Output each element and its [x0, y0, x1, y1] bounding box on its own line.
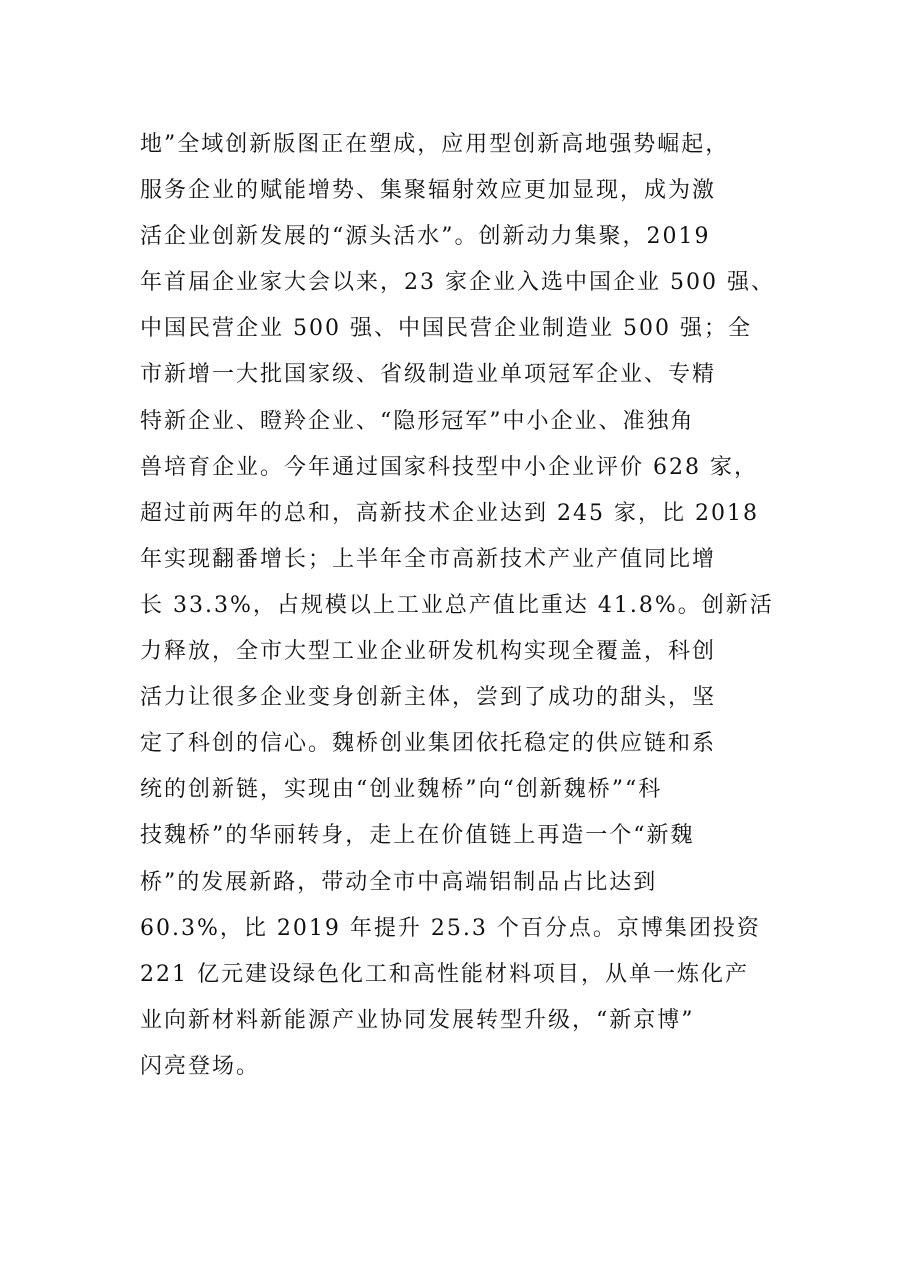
text-line: 统的创新链，实现由“创业魏桥”向“创新魏桥”“科	[140, 777, 663, 803]
text-line: 长 33.3%，占规模以上工业总产值比重达 41.8%。创新活	[140, 592, 774, 618]
text-line: 服务企业的赋能增势、集聚辐射效应更加显现，成为激	[140, 178, 717, 204]
text-line: 60.3%，比 2019 年提升 25.3 个百分点。京博集团投资	[140, 915, 761, 941]
text-line: 业向新材料新能源产业协同发展转型升级，“新京博”	[140, 1007, 695, 1033]
text-line: 定了科创的信心。魏桥创业集团依托稳定的供应链和系	[140, 731, 717, 757]
text-line: 桥”的发展新路，带动全市中高端铝制品占比达到	[140, 869, 658, 895]
text-line: 闪亮登场。	[140, 1053, 261, 1079]
text-line: 中国民营企业 500 强、中国民营企业制造业 500 强；全	[140, 316, 752, 342]
text-line: 年首届企业家大会以来，23 家企业入选中国企业 500 强、	[140, 270, 775, 296]
text-line: 力释放，全市大型工业企业研发机构实现全覆盖，科创	[140, 639, 717, 665]
text-line: 221 亿元建设绿色化工和高性能材料项目，从单一炼化产	[140, 961, 749, 987]
text-line: 活企业创新发展的“源头活水”。创新动力集聚，2019	[140, 224, 711, 250]
text-line: 技魏桥”的华丽转身，走上在价值链上再造一个“新魏	[140, 823, 695, 849]
text-line: 年实现翻番增长；上半年全市高新技术产业产值同比增	[140, 546, 717, 572]
text-line: 特新企业、瞪羚企业、“隐形冠军”中小企业、准独角	[140, 408, 695, 434]
text-line: 市新增一大批国家级、省级制造业单项冠军企业、专精	[140, 362, 717, 388]
text-line: 超过前两年的总和，高新技术企业达到 245 家，比 2018	[140, 500, 759, 526]
text-line: 活力让很多企业变身创新主体，尝到了成功的甜头，坚	[140, 685, 717, 711]
text-line: 兽培育企业。今年通过国家科技型中小企业评价 628 家，	[140, 454, 758, 480]
body-paragraph	[140, 122, 780, 1090]
text-line: 地”全域创新版图正在塑成，应用型创新高地强势崛起，	[140, 132, 730, 157]
